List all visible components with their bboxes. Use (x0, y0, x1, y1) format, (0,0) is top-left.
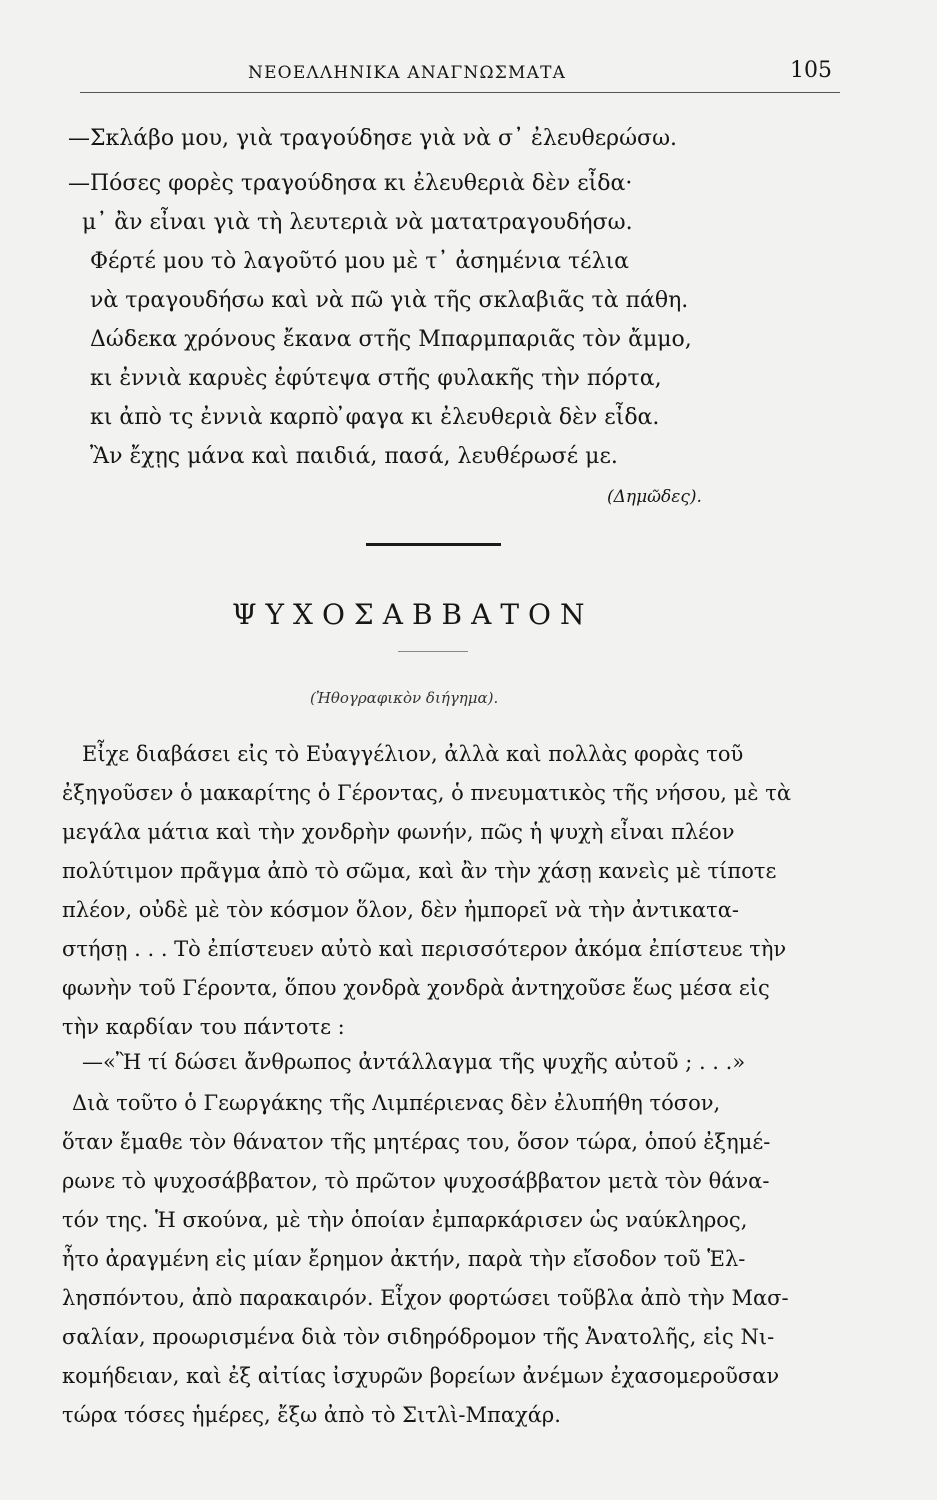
poem-line: κι ἀπὸ τς ἐννιὰ καρπὸ ̓φαγα κι ἐλευθεριὰ δὲν εἶδα. (90, 405, 660, 430)
poem-line: Ἂν ἔχῃς μάνα καὶ παιδιά, πασά, λευθέρωσέ με. (90, 444, 618, 469)
poem-line: νὰ τραγουδήσω καὶ νὰ πῶ γιὰ τῆς σκλαβιᾶς τὰ πάθη. (90, 288, 689, 313)
body-line: κομήδειαν, καὶ ἐξ αἰτίας ἰσχυρῶν βορείων ἀνέμων ἐχασομεροῦσαν (62, 1364, 780, 1388)
header-rule (80, 92, 840, 93)
body-line: ὅταν ἔμαθε τὸν θάνατον τῆς μητέρας του, ὅσον τώρα, ὁπού ἐξημέ- (62, 1130, 771, 1154)
section-title: ΨΥΧΟΣΑΒΒΑΤΟΝ (232, 598, 594, 631)
section-divider (366, 543, 501, 546)
poem-line: —Σκλάβο μου, γιὰ τραγούδησε γιὰ νὰ σ᾽ ἐλευθερώσω. (68, 126, 677, 151)
body-line: ἐξηγοῦσεν ὁ μακαρίτης ὁ Γέροντας, ὁ πνευματικὸς τῆς νήσου, μὲ τὰ (62, 781, 792, 805)
title-underline (398, 651, 468, 652)
poem-line: Φέρτέ μου τὸ λαγοῦτό μου μὲ τ᾽ ἀσημένια τέλια (90, 249, 629, 274)
poem-line: κι ἐννιὰ καρυὲς ἐφύτεψα στῆς φυλακῆς τὴν πόρτα, (90, 366, 662, 391)
page-number: 105 (790, 58, 832, 83)
body-line: τόν της. Ἡ σκούνα, μὲ τὴν ὁποίαν ἐμπαρκάρισεν ὡς ναύκληρος, (62, 1208, 748, 1232)
body-line: πολύτιμον πρᾶγμα ἀπὸ τὸ σῶμα, καὶ ἂν τὴν χάσῃ κανεὶς μὲ τίποτε (62, 859, 777, 883)
body-line: ἦτο ἀραγμένη εἰς μίαν ἔρημον ἀκτήν, παρὰ τὴν εἴσοδον τοῦ Ἑλ- (62, 1247, 746, 1271)
body-line: Εἶχε διαβάσει εἰς τὸ Εὐαγγέλιον, ἀλλὰ καὶ πολλὰς φορὰς τοῦ (82, 742, 744, 766)
body-line: πλέον, οὐδὲ μὲ τὸν κόσμον ὅλον, δὲν ἠμπορεῖ νὰ τὴν ἀντικατα- (62, 898, 740, 922)
running-header-title: ΝΕΟΕΛΛΗΝΙΚΑ ΑΝΑΓΝΩΣΜΑΤΑ (248, 63, 567, 83)
body-line: Διὰ τοῦτο ὁ Γεωργάκης τῆς Λιμπέριενας δὲν ἐλυπήθη τόσον, (72, 1091, 721, 1115)
section-subtitle: (Ἠθογραφικὸν διήγημα). (310, 689, 499, 707)
poem-attribution: (Δημῶδες). (607, 487, 702, 507)
body-line: —«Ἢ τί δώσει ἄνθρωπος ἀντάλλαγμα τῆς ψυχῆς αὐτοῦ ; . . .» (82, 1050, 746, 1074)
body-line: ρωνε τὸ ψυχοσάββατον, τὸ πρῶτον ψυχοσάββατον μετὰ τὸν θάνα- (62, 1169, 770, 1193)
poem-line: —Πόσες φορὲς τραγούδησα κι ἐλευθεριὰ δὲν εἶδα· (68, 171, 633, 196)
body-line: φωνὴν τοῦ Γέροντα, ὅπου χονδρὰ χονδρὰ ἀντηχοῦσε ἕως μέσα εἰς (62, 976, 770, 1000)
body-line: λησπόντου, ἀπὸ παρακαιρόν. Εἶχον φορτώσει τοῦβλα ἀπὸ τὴν Μασ- (62, 1286, 789, 1310)
poem-line: μ᾽ ἂν εἶναι γιὰ τὴ λευτεριὰ νὰ ματατραγουδήσω. (82, 210, 633, 235)
body-line: σαλίαν, προωρισμένα διὰ τὸν σιδηρόδρομον τῆς Ἀνατολῆς, εἰς Νι- (62, 1325, 775, 1349)
poem-line: Δώδεκα χρόνους ἔκανα στῆς Μπαρμπαριᾶς τὸν ἄμμο, (90, 327, 692, 352)
body-line: τώρα τόσες ἡμέρες, ἔξω ἀπὸ τὸ Σιτλὶ-Μπαχάρ. (62, 1403, 561, 1427)
body-line: μεγάλα μάτια καὶ τὴν χονδρὴν φωνήν, πῶς ἡ ψυχὴ εἶναι πλέον (62, 820, 735, 844)
body-line: στήσῃ . . . Τὸ ἐπίστευεν αὐτὸ καὶ περισσότερον ἀκόμα ἐπίστευε τὴν (62, 937, 787, 961)
body-line: τὴν καρδίαν του πάντοτε : (62, 1015, 345, 1039)
